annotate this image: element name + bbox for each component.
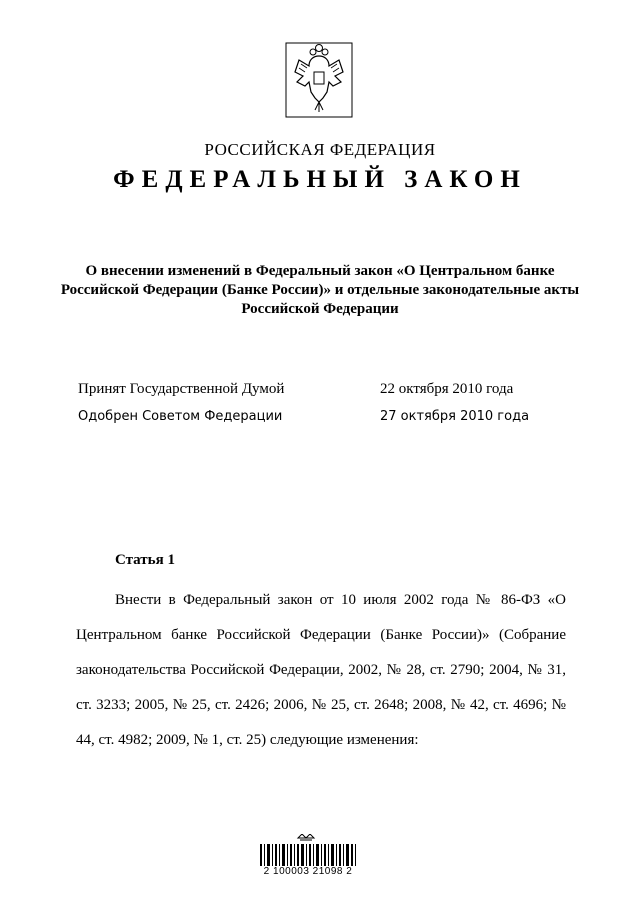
country-heading: РОССИЙСКАЯ ФЕДЕРАЦИЯ	[204, 140, 436, 159]
article-body: Внести в Федеральный закон от 10 июля 2002 года № 86-ФЗ «О Центральном банке Российской Федерации (Банке России)» (Собрание законодательства Российской Федерации, 2002, № 28, ст. 2790; 2004, № 31, ст. 3233; 2005, № 25, ст. 2426; 2006, № 25, ст. 2648; 2008, № 42, ст. 4696; № 44, ст. 4982; 2009, № 1, ст. 25) следующие изменения:	[76, 592, 566, 748]
duma-label: Принят Государственной Думой	[78, 381, 285, 397]
council-date: 27 октября 2010 года	[380, 409, 530, 424]
duma-date: 22 октября 2010 года	[380, 381, 514, 397]
article-title: Статья 1	[115, 552, 175, 568]
law-title: О внесении изменений в Федеральный закон «О Центральном банке Российской Федерации (Банке России)» и отдельные законодательные акты Российской Федерации	[60, 263, 580, 317]
council-label: Одобрен Советом Федерации	[78, 409, 283, 424]
law-type-heading: ФЕДЕРАЛЬНЫЙ ЗАКОН	[113, 166, 527, 193]
barcode-number: 2 100003 21098 2	[263, 866, 353, 877]
coat-of-arms-icon	[285, 42, 353, 118]
